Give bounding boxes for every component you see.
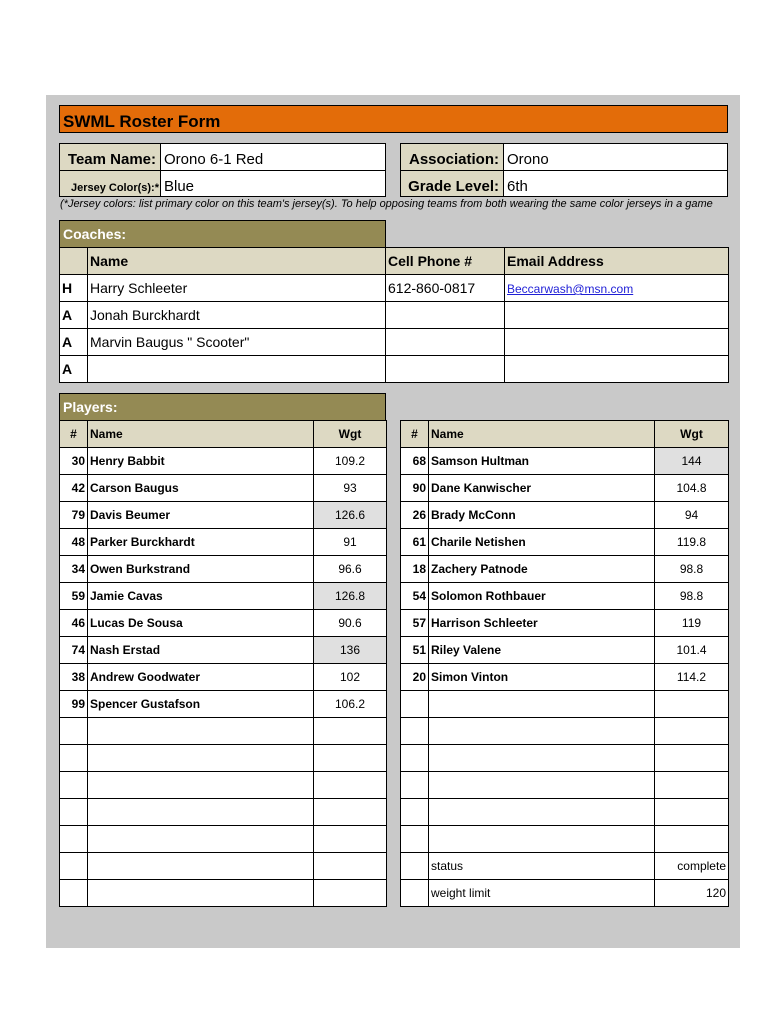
player-weight[interactable]: 126.6 — [314, 502, 387, 529]
player-weight[interactable]: 119.8 — [655, 529, 729, 556]
player-weight[interactable] — [655, 772, 729, 799]
player-number[interactable]: 48 — [60, 529, 88, 556]
player-weight[interactable] — [314, 853, 387, 880]
association-label: Association: — [400, 143, 504, 171]
player-weight-header: Wgt — [314, 421, 387, 448]
player-weight[interactable] — [655, 799, 729, 826]
player-row — [401, 475, 729, 502]
player-number[interactable]: 61 — [401, 529, 429, 556]
player-row — [401, 637, 729, 664]
player-weight-header: Wgt — [655, 421, 729, 448]
grade-level-field[interactable]: 6th — [503, 170, 728, 197]
player-number[interactable]: 20 — [401, 664, 429, 691]
player-row — [60, 610, 387, 637]
coach-phone[interactable] — [386, 356, 505, 383]
players-header-row — [401, 421, 729, 448]
player-name[interactable] — [88, 799, 314, 826]
players-header-row — [60, 421, 387, 448]
player-weight[interactable] — [314, 799, 387, 826]
player-row — [60, 556, 387, 583]
player-number[interactable] — [401, 718, 429, 745]
player-name[interactable] — [88, 718, 314, 745]
player-row — [401, 502, 729, 529]
coach-phone[interactable]: 612-860-0817 — [386, 275, 505, 302]
player-number[interactable]: 26 — [401, 502, 429, 529]
players-table-left — [59, 420, 387, 907]
player-name-header: Name — [88, 421, 314, 448]
player-row — [60, 826, 387, 853]
player-number[interactable]: 90 — [401, 475, 429, 502]
summary-label[interactable]: status — [429, 853, 655, 880]
player-weight[interactable] — [655, 691, 729, 718]
player-name[interactable] — [429, 826, 655, 853]
coach-name-header: Name — [88, 248, 386, 275]
summary-value[interactable]: 120 — [655, 880, 729, 907]
player-row — [401, 691, 729, 718]
player-weight[interactable]: 90.6 — [314, 610, 387, 637]
player-name[interactable]: Brady McConn — [429, 502, 655, 529]
player-weight[interactable]: 106.2 — [314, 691, 387, 718]
jersey-note: (*Jersey colors: list primary color on this team's jersey(s). To help opposing teams from both wearing the same color jerseys in a game — [60, 198, 713, 210]
player-row — [401, 529, 729, 556]
coach-email[interactable] — [505, 302, 729, 329]
player-name[interactable]: Owen Burkstrand — [88, 556, 314, 583]
player-weight[interactable]: 102 — [314, 664, 387, 691]
player-row — [60, 502, 387, 529]
coach-row — [60, 356, 729, 383]
player-row — [60, 880, 387, 907]
player-row — [60, 691, 387, 718]
player-row — [60, 745, 387, 772]
player-name[interactable] — [88, 853, 314, 880]
player-name[interactable] — [429, 718, 655, 745]
player-name[interactable]: Solomon Rothbauer — [429, 583, 655, 610]
player-weight[interactable]: 109.2 — [314, 448, 387, 475]
player-name[interactable]: Charile Netishen — [429, 529, 655, 556]
player-number[interactable] — [401, 799, 429, 826]
player-number[interactable] — [60, 745, 88, 772]
coaches-tag-header — [60, 248, 88, 275]
player-number-header: # — [60, 421, 88, 448]
player-name[interactable]: Carson Baugus — [88, 475, 314, 502]
player-row — [401, 772, 729, 799]
player-name[interactable]: Zachery Patnode — [429, 556, 655, 583]
player-name[interactable] — [88, 772, 314, 799]
coach-phone[interactable] — [386, 329, 505, 356]
coach-email[interactable] — [505, 275, 729, 302]
player-number[interactable] — [401, 691, 429, 718]
player-row — [401, 448, 729, 475]
player-row — [60, 583, 387, 610]
player-name[interactable] — [88, 745, 314, 772]
summary-value[interactable]: complete — [655, 853, 729, 880]
player-row — [401, 853, 729, 880]
player-row — [60, 772, 387, 799]
player-name[interactable]: Dane Kanwischer — [429, 475, 655, 502]
players-heading: Players: — [59, 393, 386, 421]
player-number[interactable] — [401, 745, 429, 772]
coach-name[interactable]: Marvin Baugus " Scooter" — [88, 329, 386, 356]
player-weight[interactable] — [314, 772, 387, 799]
team-name-label: Team Name: — [59, 143, 161, 171]
player-row — [60, 637, 387, 664]
email-header: Email Address — [505, 248, 729, 275]
player-weight[interactable]: 98.8 — [655, 556, 729, 583]
coach-email[interactable] — [505, 356, 729, 383]
player-row — [401, 664, 729, 691]
player-weight[interactable] — [314, 718, 387, 745]
player-number[interactable] — [60, 718, 88, 745]
player-number-header: # — [401, 421, 429, 448]
player-name[interactable] — [429, 691, 655, 718]
player-name[interactable]: Nash Erstad — [88, 637, 314, 664]
player-name[interactable]: Davis Beumer — [88, 502, 314, 529]
player-weight[interactable]: 119 — [655, 610, 729, 637]
player-number[interactable]: 30 — [60, 448, 88, 475]
player-number[interactable] — [401, 826, 429, 853]
coaches-header-row — [60, 248, 729, 275]
player-weight[interactable] — [655, 826, 729, 853]
player-number[interactable]: 79 — [60, 502, 88, 529]
player-name[interactable]: Jamie Cavas — [88, 583, 314, 610]
player-row — [401, 745, 729, 772]
player-number[interactable]: 42 — [60, 475, 88, 502]
player-row — [401, 556, 729, 583]
player-name[interactable]: Henry Babbit — [88, 448, 314, 475]
jersey-color-label: Jersey Color(s):* — [59, 170, 161, 197]
player-name[interactable]: Riley Valene — [429, 637, 655, 664]
player-number[interactable]: 74 — [60, 637, 88, 664]
coach-role: A — [60, 329, 88, 356]
player-number[interactable]: 54 — [401, 583, 429, 610]
player-name[interactable]: Simon Vinton — [429, 664, 655, 691]
player-name[interactable] — [88, 880, 314, 907]
player-number[interactable]: 51 — [401, 637, 429, 664]
player-name[interactable] — [429, 799, 655, 826]
cell-phone-header: Cell Phone # — [386, 248, 505, 275]
player-weight[interactable]: 94 — [655, 502, 729, 529]
player-number[interactable]: 59 — [60, 583, 88, 610]
player-weight[interactable]: 104.8 — [655, 475, 729, 502]
coach-role: H — [60, 275, 88, 302]
player-row — [401, 583, 729, 610]
player-weight[interactable] — [314, 745, 387, 772]
player-row — [60, 853, 387, 880]
player-number[interactable] — [60, 880, 88, 907]
player-number[interactable]: 57 — [401, 610, 429, 637]
player-weight[interactable]: 114.2 — [655, 664, 729, 691]
coach-row — [60, 302, 729, 329]
player-row — [60, 529, 387, 556]
player-row — [401, 610, 729, 637]
team-name-field[interactable]: Orono 6-1 Red — [160, 143, 386, 171]
player-row — [401, 880, 729, 907]
player-weight[interactable]: 136 — [314, 637, 387, 664]
player-name[interactable]: Spencer Gustafson — [88, 691, 314, 718]
player-name[interactable] — [88, 826, 314, 853]
players-table-right — [400, 420, 729, 907]
player-name[interactable]: Lucas De Sousa — [88, 610, 314, 637]
player-weight[interactable]: 91 — [314, 529, 387, 556]
player-row — [60, 718, 387, 745]
summary-label[interactable]: weight limit — [429, 880, 655, 907]
player-number[interactable] — [401, 772, 429, 799]
association-field[interactable]: Orono — [503, 143, 728, 171]
player-weight[interactable]: 98.8 — [655, 583, 729, 610]
grade-level-label: Grade Level: — [400, 170, 504, 197]
player-weight[interactable] — [655, 718, 729, 745]
coaches-table — [59, 247, 729, 383]
player-row — [60, 664, 387, 691]
player-number[interactable]: 18 — [401, 556, 429, 583]
player-row — [401, 826, 729, 853]
coaches-heading: Coaches: — [59, 220, 386, 248]
form-title: SWML Roster Form — [59, 105, 728, 133]
player-row — [60, 475, 387, 502]
player-row — [60, 799, 387, 826]
player-number[interactable]: 68 — [401, 448, 429, 475]
player-name[interactable]: Parker Burckhardt — [88, 529, 314, 556]
player-number[interactable] — [401, 880, 429, 907]
coach-name[interactable]: Jonah Burckhardt — [88, 302, 386, 329]
player-row — [401, 799, 729, 826]
coach-email-link[interactable]: Beccarwash@msn.com — [507, 282, 634, 296]
player-weight[interactable] — [655, 745, 729, 772]
player-name[interactable]: Andrew Goodwater — [88, 664, 314, 691]
coach-email[interactable] — [505, 329, 729, 356]
player-number[interactable] — [60, 799, 88, 826]
player-weight[interactable]: 101.4 — [655, 637, 729, 664]
coach-role: A — [60, 302, 88, 329]
coach-row — [60, 275, 729, 302]
player-number[interactable] — [401, 853, 429, 880]
player-number[interactable]: 34 — [60, 556, 88, 583]
player-number[interactable]: 38 — [60, 664, 88, 691]
player-weight[interactable]: 126.8 — [314, 583, 387, 610]
player-name[interactable] — [429, 745, 655, 772]
coach-row — [60, 329, 729, 356]
jersey-color-field[interactable]: Blue — [160, 170, 386, 197]
player-weight[interactable]: 96.6 — [314, 556, 387, 583]
coach-role: A — [60, 356, 88, 383]
player-row — [401, 718, 729, 745]
player-weight[interactable]: 93 — [314, 475, 387, 502]
coach-phone[interactable] — [386, 302, 505, 329]
player-name[interactable] — [429, 772, 655, 799]
coach-name[interactable]: Harry Schleeter — [88, 275, 386, 302]
player-name-header: Name — [429, 421, 655, 448]
player-number[interactable]: 99 — [60, 691, 88, 718]
coach-name[interactable] — [88, 356, 386, 383]
player-number[interactable] — [60, 853, 88, 880]
player-weight[interactable] — [314, 880, 387, 907]
player-weight[interactable] — [314, 826, 387, 853]
player-number[interactable] — [60, 826, 88, 853]
player-number[interactable]: 46 — [60, 610, 88, 637]
player-name[interactable]: Harrison Schleeter — [429, 610, 655, 637]
player-name[interactable]: Samson Hultman — [429, 448, 655, 475]
player-weight[interactable]: 144 — [655, 448, 729, 475]
player-number[interactable] — [60, 772, 88, 799]
player-row — [60, 448, 387, 475]
